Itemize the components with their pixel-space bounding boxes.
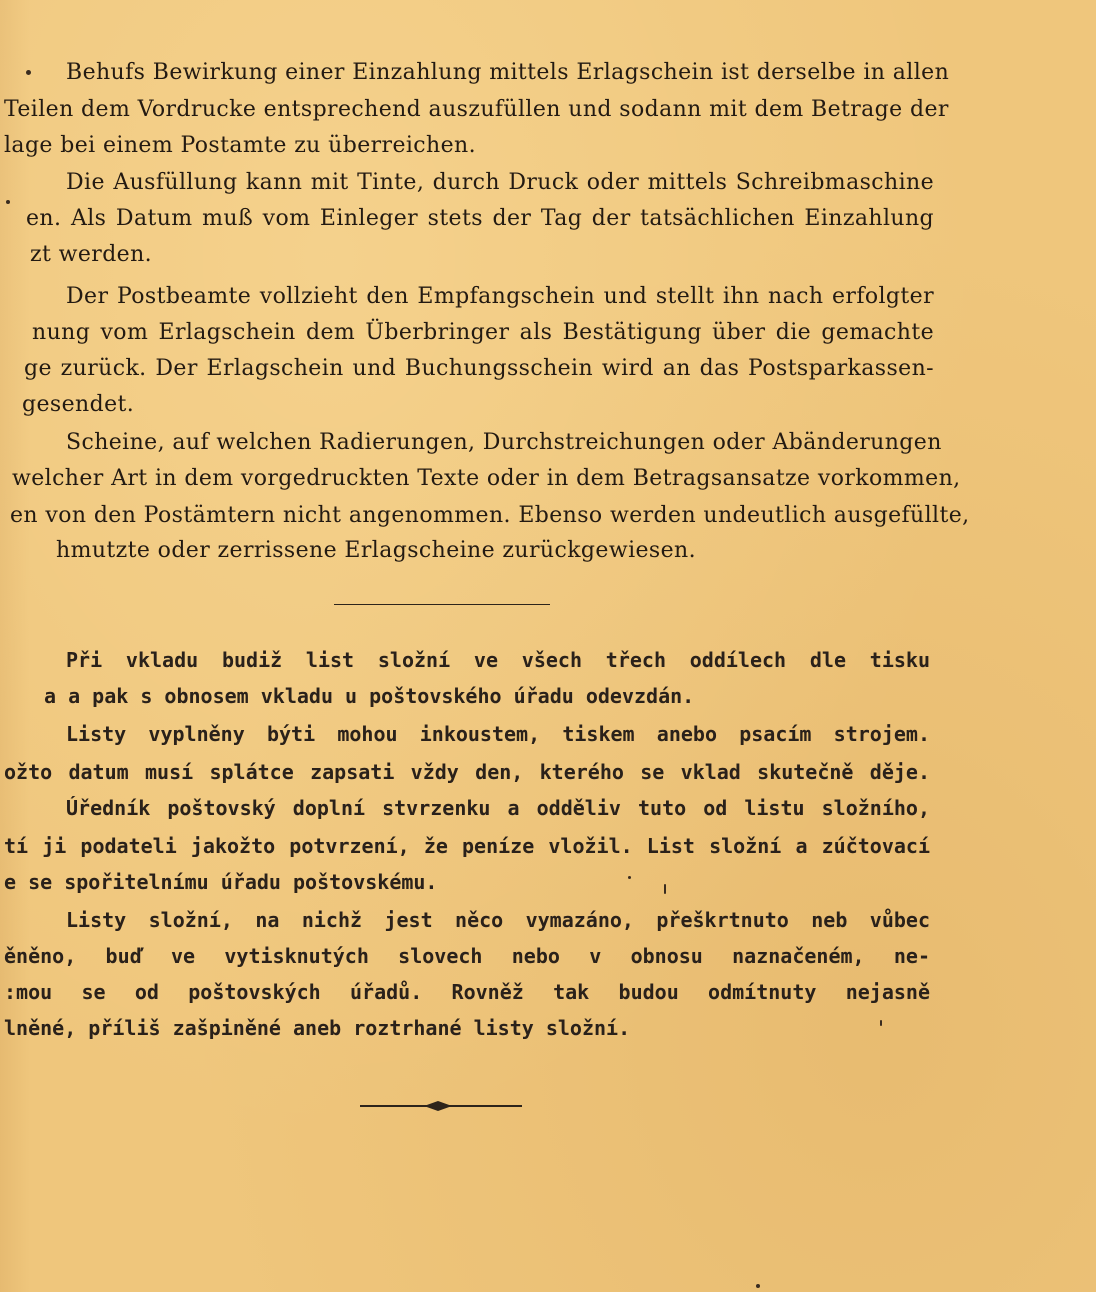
paper-speck: [880, 1020, 882, 1026]
paper-speck: [664, 884, 666, 894]
paper-speck: [628, 876, 631, 879]
german-p4-line4: hmutzte oder zerrissene Erlagscheine zurückgewiesen.: [56, 538, 696, 563]
czech-p4-line4: lněné, příliš zašpiněné aneb roztrhané listy složní.: [4, 1016, 631, 1040]
czech-p3-line1: Úředník poštovský doplní stvrzenku a odděliv tuto od listu složního,: [66, 796, 930, 820]
paper-speck: [26, 70, 31, 75]
paper-speck: [6, 200, 10, 204]
german-p2-line1: Die Ausfüllung kann mit Tinte, durch Druck oder mittels Schreibmaschine: [66, 170, 934, 195]
german-p4-line3: en von den Postämtern nicht angenommen. Ebenso werden undeutlich ausgefüllte,: [10, 503, 970, 528]
german-p1-line1: Behufs Bewirkung einer Einzahlung mittels Erlagschein ist derselbe in allen: [66, 60, 950, 85]
german-p1-line2: Teilen dem Vordrucke entsprechend auszufüllen und sodann mit dem Betrage der: [4, 97, 949, 122]
czech-p4-line2: ěněno, buď ve vytisknutých slovech nebo v obnosu naznačeném, ne-: [4, 944, 930, 968]
german-p3-line4: gesendet.: [22, 392, 135, 417]
czech-p1-line2: a a pak s obnosem vkladu u poštovského úřadu odevzdán.: [44, 684, 695, 708]
czech-p2-line2: ožto datum musí splátce zapsati vždy den, kterého se vklad skutečně děje.: [4, 760, 930, 784]
czech-p2-line1: Listy vyplněny býti mohou inkoustem, tiskem anebo psacím strojem.: [66, 722, 930, 746]
ornamental-rule: [358, 1096, 524, 1116]
czech-p3-line2: tí ji podateli jakožto potvrzení, že peníze vložil. List složní a zúčtovací: [4, 834, 930, 858]
german-p2-line3: zt werden.: [30, 242, 153, 267]
section-divider-rule: [334, 604, 550, 605]
german-p4-line1: Scheine, auf welchen Radierungen, Durchstreichungen oder Abänderungen: [66, 430, 942, 455]
czech-p4-line1: Listy složní, na nichž jest něco vymazáno, přeškrtnuto neb vůbec: [66, 908, 930, 932]
german-p3-line1: Der Postbeamte vollzieht den Empfangschein und stellt ihn nach erfolgter: [66, 284, 934, 309]
german-p2-line2: en. Als Datum muß vom Einleger stets der Tag der tatsächlichen Einzahlung: [26, 206, 934, 231]
german-p4-line2: welcher Art in dem vorgedruckten Texte oder in dem Betragsansatze vorkommen,: [12, 466, 961, 491]
german-p3-line2: nung vom Erlagschein dem Überbringer als Bestätigung über die gemachte: [32, 320, 934, 345]
czech-p1-line1: Při vkladu budiž list složní ve všech třech oddílech dle tisku: [66, 648, 930, 672]
german-p1-line3: lage bei einem Postamte zu überreichen.: [4, 133, 476, 158]
paper-speck: [756, 1284, 760, 1288]
german-p3-line3: ge zurück. Der Erlagschein und Buchungsschein wird an das Postsparkassen-: [24, 356, 934, 381]
czech-p4-line3: :mou se od poštovských úřadů. Rovněž tak budou odmítnuty nejasně: [4, 980, 930, 1004]
czech-p3-line3: e se spořitelnímu úřadu poštovskému.: [4, 870, 438, 894]
